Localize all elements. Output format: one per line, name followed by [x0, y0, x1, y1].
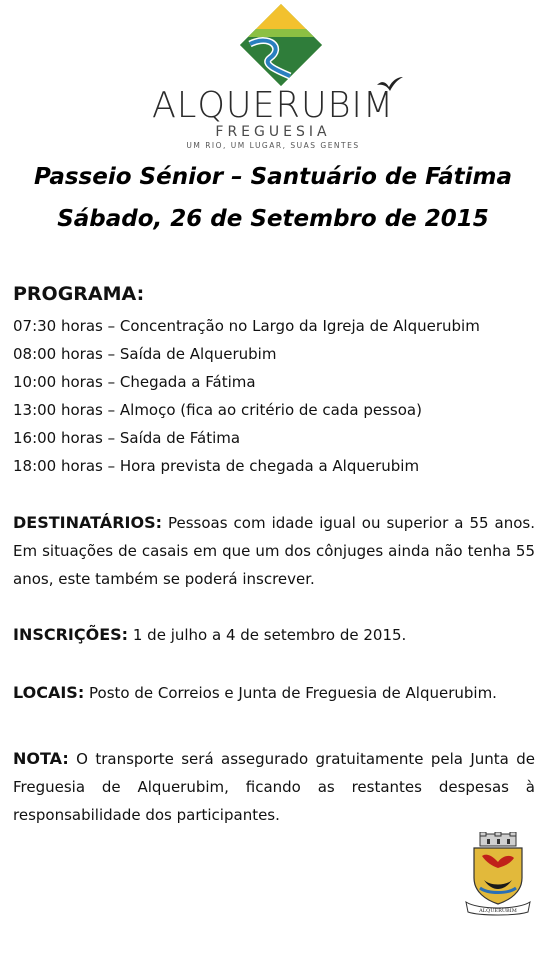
destinatarios-text: Pessoas com idade igual ou superior a 55 anos. Em situações de casais em que um dos cônjuges ainda não tenha 55 anos, este também se poderá inscrever.	[13, 514, 535, 588]
freguesia-logo-icon	[240, 4, 322, 86]
program-heading: PROGRAMA:	[13, 283, 145, 305]
inscricoes-paragraph	[13, 621, 535, 649]
list-item: 18:00 horas – Hora prevista de chegada a Alquerubim	[13, 457, 420, 475]
locais-paragraph	[13, 679, 535, 707]
locais-label: LOCAIS:	[13, 683, 85, 702]
inscricoes-label: INSCRIÇÕES:	[13, 625, 129, 644]
coat-of-arms-icon	[462, 832, 534, 916]
list-item: 08:00 horas – Saída de Alquerubim	[13, 345, 277, 363]
destinatarios-label: DESTINATÁRIOS:	[13, 513, 162, 532]
list-item: 07:30 horas – Concentração no Largo da Igreja de Alquerubim	[13, 317, 480, 335]
event-date: Sábado, 26 de Setembro de 2015	[57, 206, 489, 232]
header-logo	[0, 0, 546, 160]
nota-text: O transporte será assegurado gratuitamente pela Junta de Freguesia de Alquerubim, ficando as restantes despesas à responsabilidade dos participantes.	[13, 750, 535, 824]
list-item: 13:00 horas – Almoço (fica ao critério de cada pessoa)	[13, 401, 422, 419]
nota-label: NOTA:	[13, 749, 69, 768]
inscricoes-text: 1 de julho a 4 de setembro de 2015.	[132, 626, 407, 644]
destinatarios-paragraph	[13, 509, 535, 593]
nota-paragraph	[13, 745, 535, 829]
brand-tagline: UM RIO, UM LUGAR, SUAS GENTES	[186, 141, 360, 150]
list-item: 10:00 horas – Chegada a Fátima	[13, 373, 256, 391]
event-title: Passeio Sénior – Santuário de Fátima	[33, 164, 513, 190]
brand-name: ALQUERUBIM	[151, 85, 395, 127]
brand-subtitle: FREGUESIA	[215, 124, 331, 140]
crest-banner-text: ALQUERUBIM	[479, 908, 517, 914]
program-list	[13, 312, 535, 480]
locais-text: Posto de Correios e Junta de Freguesia de Alquerubim.	[89, 684, 497, 702]
list-item: 16:00 horas – Saída de Fátima	[13, 429, 241, 447]
